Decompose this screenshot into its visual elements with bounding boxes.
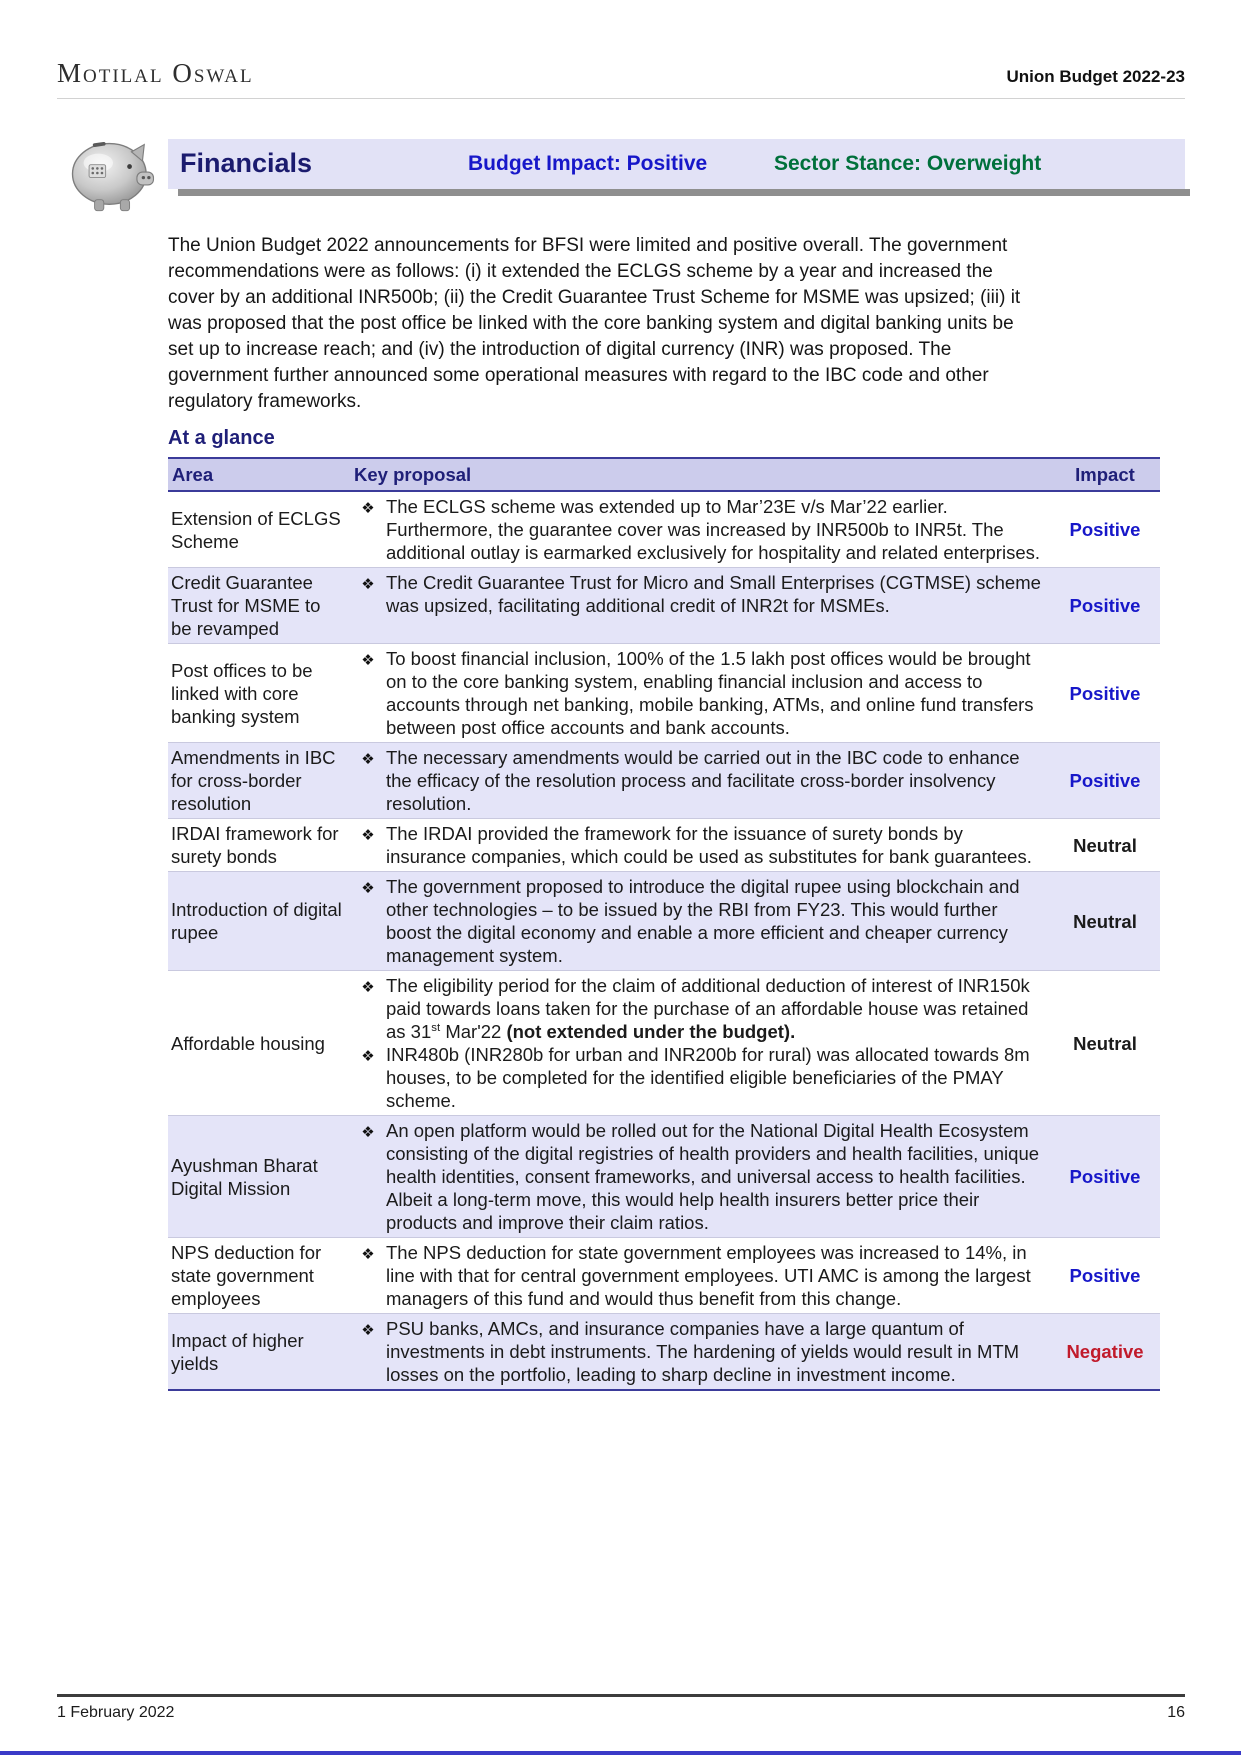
proposal-item	[350, 875, 1044, 967]
proposal-item	[350, 746, 1044, 815]
footer-divider	[57, 1694, 1185, 1697]
proposal-item	[350, 974, 1044, 1043]
proposal-text	[386, 1241, 1044, 1310]
impact-header-cell: Impact	[1075, 464, 1135, 485]
proposal-item	[350, 1241, 1044, 1310]
area-cell: NPS deduction for state government employees	[171, 1242, 322, 1309]
impact-cell: Neutral	[1073, 910, 1137, 932]
intro-paragraph: The Union Budget 2022 announcements for BFSI were limited and positive overall. The government recommendations were as follows: (i) it extended the ECLGS scheme by a year and increased the cover by an additional INR500b; (ii) the Credit Guarantee Trust Scheme for MSME was upsized; (iii) it was proposed that the post office be linked with the core banking system and digital banking units be set up to increase reach; and (iv) the introduction of digital currency (INR) was proposed. The government further announced some operational measures with regard to the IBC code and other regulatory frameworks.	[168, 235, 1021, 412]
proposal-text	[386, 974, 1044, 1043]
impact-cell: Positive	[1069, 682, 1141, 704]
bullet-icon: ❖	[361, 1245, 375, 1263]
page-footer	[57, 1704, 1185, 1722]
at-a-glance-heading: At a glance	[168, 427, 275, 449]
proposal-cell	[350, 1238, 1050, 1313]
proposal-text-segment: (not extended under the budget).	[506, 1021, 796, 1042]
table-row	[168, 819, 1160, 872]
impact-cell: Neutral	[1073, 1032, 1137, 1054]
proposal-text-segment: The necessary amendments would be carried out in the IBC code to enhance the efficacy of the resolution process and facilitate cross-border insolvency resolution.	[386, 747, 1020, 814]
proposal-text-segment: Mar'22	[440, 1021, 507, 1042]
footer-page-number: 16	[1167, 1704, 1185, 1721]
proposal-text	[386, 571, 1044, 617]
impact-cell: Positive	[1069, 1166, 1141, 1187]
table-row	[168, 1314, 1160, 1391]
key-proposal-header-cell: Key proposal	[354, 464, 472, 485]
proposal-text	[386, 875, 1044, 967]
area-cell: Credit Guarantee Trust for MSME to be revamped	[171, 572, 321, 639]
table-row	[168, 1116, 1160, 1238]
proposal-text-segment: An open platform would be rolled out for the National Digital Health Ecosystem consisting of the digital registries of health providers and health facilities, unique health identities, consent frameworks, and universal access to health facilities. Albeit a long-term move, this would help health insurers better price their products and improve their claim ratios.	[386, 1120, 1040, 1233]
proposal-text-segment: The government proposed to introduce the digital rupee using blockchain and other technologies – to be issued by the RBI from FY23. This would further boost the digital economy and enable a more efficient and cheaper currency management system.	[386, 876, 1020, 966]
area-cell: Amendments in IBC for cross-border resolution	[171, 747, 336, 814]
proposal-text	[386, 1043, 1044, 1112]
bullet-icon: ❖	[361, 826, 375, 844]
area-cell: Post offices to be linked with core banking system	[171, 659, 313, 727]
proposal-text-segment: The IRDAI provided the framework for the issuance of surety bonds by insurance companies, which could be used as substitutes for bank guarantees.	[386, 823, 1032, 867]
bullet-icon: ❖	[361, 651, 375, 669]
table-row	[168, 743, 1160, 819]
header-divider	[57, 98, 1185, 99]
proposal-text-segment: st	[431, 1021, 441, 1034]
area-header-cell: Area	[172, 464, 214, 485]
area-cell: Impact of higher yields	[171, 1329, 304, 1374]
proposal-text-segment: INR480b (INR280b for urban and INR200b for rural) was allocated towards 8m houses, to be completed for the identified eligible beneficiaries of the PMAY scheme.	[386, 1044, 1030, 1111]
impact-cell: Positive	[1069, 770, 1141, 791]
proposal-text-segment: The NPS deduction for state government employees was increased to 14%, in line with that for central government employees. UTI AMC is among the largest managers of this fund and would thus benefit from this change.	[386, 1242, 1031, 1309]
page-header	[57, 0, 1185, 89]
bullet-icon: ❖	[361, 1123, 375, 1141]
sector-title-band	[168, 139, 1185, 189]
proposal-text	[386, 1317, 1044, 1386]
proposal-text-segment: The ECLGS scheme was extended up to Mar’23E v/s Mar’22 earlier. Furthermore, the guarantee cover was increased by INR500b to INR5t. The additional outlay is earmarked exclusively for hospitality and related enterprises.	[386, 496, 1041, 563]
table-row	[168, 1238, 1160, 1314]
area-cell: Affordable housing	[171, 1032, 325, 1054]
sector-stance-label: Sector Stance: Overweight	[774, 152, 1042, 175]
area-cell: Extension of ECLGS Scheme	[171, 507, 341, 552]
proposal-cell	[350, 872, 1050, 970]
brand-logo: Motilal Oswal	[57, 58, 254, 88]
budget-impact-label: Budget Impact: Positive	[468, 152, 708, 175]
sector-header	[57, 139, 1185, 217]
proposal-cell	[350, 492, 1050, 567]
proposal-cell	[350, 1116, 1050, 1237]
table-header-row	[168, 457, 1160, 492]
sector-title: Financials	[180, 148, 313, 178]
bottom-accent-bar	[0, 1751, 1241, 1755]
proposal-item	[350, 495, 1044, 564]
area-cell: Ayushman Bharat Digital Mission	[171, 1154, 318, 1199]
table-row	[168, 568, 1160, 644]
proposal-item	[350, 1119, 1044, 1234]
proposal-cell	[350, 1314, 1050, 1389]
footer-date: 1 February 2022	[57, 1704, 175, 1721]
piggy-bank-icon	[67, 131, 159, 215]
bullet-icon: ❖	[361, 879, 375, 897]
document-title: Union Budget 2022-23	[1006, 67, 1185, 86]
bullet-icon: ❖	[361, 1321, 375, 1339]
area-cell: Introduction of digital rupee	[171, 899, 342, 943]
proposal-cell	[350, 568, 1050, 643]
table-row	[168, 644, 1160, 743]
bullet-icon: ❖	[361, 575, 375, 593]
proposal-text	[386, 822, 1044, 868]
proposal-cell	[350, 971, 1050, 1115]
proposal-text-segment: The Credit Guarantee Trust for Micro and Small Enterprises (CGTMSE) scheme was upsized, facilitating additional credit of INR2t for MSMEs.	[386, 572, 1041, 616]
proposal-item	[350, 647, 1044, 739]
proposal-text	[386, 746, 1044, 815]
proposal-text	[386, 495, 1044, 564]
impact-cell: Positive	[1069, 519, 1141, 540]
proposal-text	[386, 1119, 1044, 1234]
report-page	[57, 0, 1185, 1391]
proposal-cell	[350, 644, 1050, 742]
table-row	[168, 971, 1160, 1116]
impact-cell: Positive	[1069, 1265, 1141, 1286]
proposal-item	[350, 1317, 1044, 1386]
bullet-icon: ❖	[361, 978, 375, 996]
proposal-item	[350, 571, 1044, 617]
proposal-text-segment: To boost financial inclusion, 100% of the 1.5 lakh post offices would be brought on to the core banking system, enabling financial inclusion and access to accounts through net banking, mobile banking, ATMs, and online fund transfers between post office accounts and bank accounts.	[386, 648, 1034, 738]
proposal-item	[350, 1043, 1044, 1112]
bullet-icon: ❖	[361, 750, 375, 768]
proposal-cell	[350, 819, 1050, 871]
impact-cell: Positive	[1069, 595, 1141, 616]
proposal-cell	[350, 743, 1050, 818]
bullet-icon: ❖	[361, 499, 375, 517]
table-row	[168, 492, 1160, 568]
proposal-item	[350, 822, 1044, 868]
proposal-text-segment: PSU banks, AMCs, and insurance companies have a large quantum of investments in debt instruments. The hardening of yields would result in MTM losses on the portfolio, leading to sharp decline in investment income.	[386, 1318, 1020, 1385]
impact-cell: Neutral	[1073, 834, 1137, 856]
at-a-glance-table	[168, 457, 1160, 1391]
proposal-text-segment: The eligibility period for the claim of additional deduction of interest of INR150k paid towards loans taken for the purchase of an affordable house was retained as 31	[386, 975, 1030, 1042]
proposal-text	[386, 647, 1044, 739]
area-cell: IRDAI framework for surety bonds	[171, 823, 339, 867]
band-shadow	[178, 189, 1190, 196]
impact-cell: Negative	[1066, 1341, 1144, 1362]
bullet-icon: ❖	[361, 1047, 375, 1065]
table-row	[168, 872, 1160, 971]
